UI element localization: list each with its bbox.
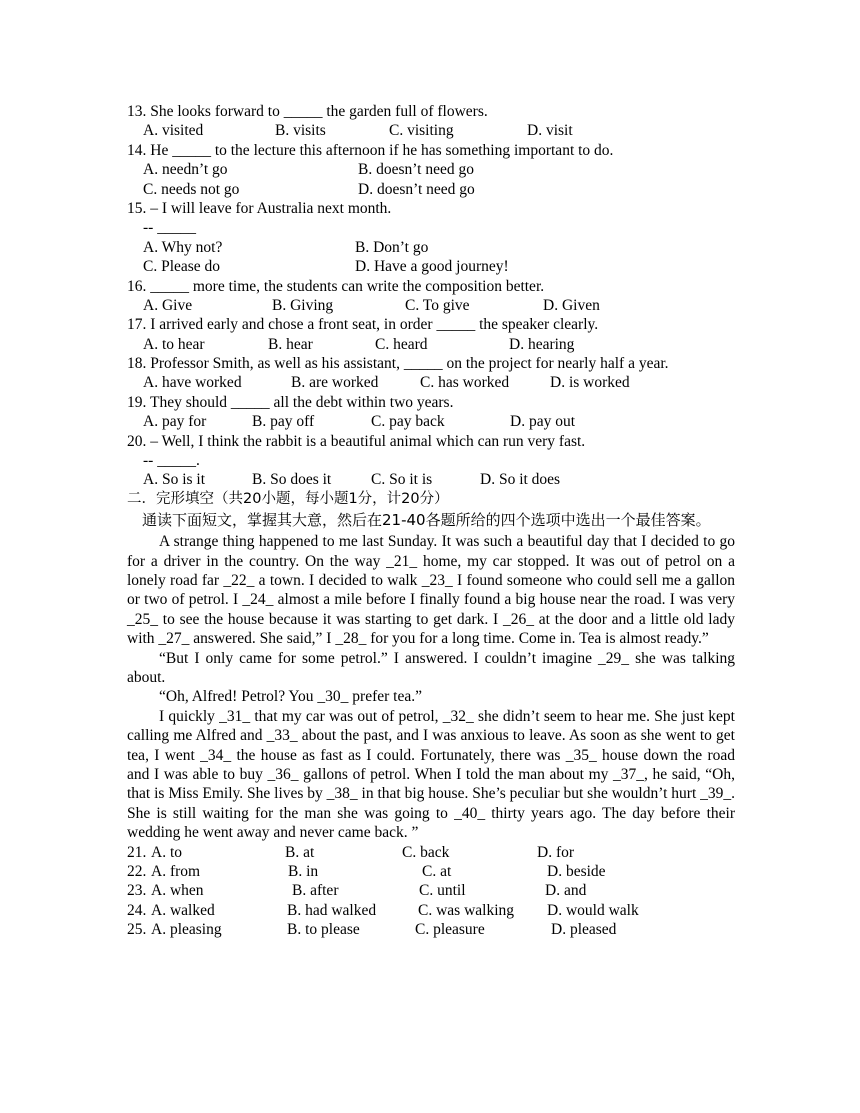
question-19-stem: 19. They should _____ all the debt within two years.	[127, 393, 454, 411]
question-15-stem: 15. – I will leave for Australia next month.	[127, 199, 392, 217]
passage-paragraph-3: “Oh, Alfred! Petrol? You _30_ prefer tea.”	[159, 688, 422, 706]
option-b: B. doesn’t need go	[358, 161, 474, 179]
option-c: C. at	[422, 863, 452, 881]
option-c: C. until	[419, 882, 466, 900]
passage-paragraph-1: A strange thing happened to me last Sunday. It was such a beautiful day that I decided to go for a driver in the country. On the way _21_ home, my car stopped. It was out of petrol on a lonely road far _22_ a town. I decided to walk _23_ I found someone who could sell me a gallon or two of petrol. I _24_ almost a mile before I finally found a big house near the road. I was very _25_ to see the house because it was starting to get dark. I _26_ at the door and a little old lady with _27_ answered. She said,” I _28_ for you for a long time. Come in. Tea is almost ready.”	[127, 533, 735, 648]
question-20-stem: 20. – Well, I think the rabbit is a beautiful animal which can run very fast.	[127, 432, 586, 450]
option-d: D. So it does	[480, 471, 561, 489]
cloze-question-24	[127, 901, 735, 920]
option-c: C. was walking	[418, 901, 515, 919]
question-14-stem: 14. He _____ to the lecture this afternoon if he has something important to do.	[127, 141, 614, 159]
option-b: B. pay off	[252, 413, 315, 431]
option-c: C. visiting	[389, 122, 454, 140]
option-d: D. would walk	[547, 901, 639, 919]
option-d: D. pay out	[510, 413, 576, 431]
option-d: D. beside	[547, 863, 606, 881]
option-a: A. to hear	[143, 335, 205, 353]
option-a: A. have worked	[143, 374, 242, 392]
option-b: B. So does it	[252, 471, 332, 489]
option-d: D. and	[545, 882, 587, 900]
option-c: C. So it is	[371, 471, 433, 489]
option-b: B. visits	[275, 122, 326, 140]
passage-paragraph-2: “But I only came for some petrol.” I answered. I couldn’t imagine _29_ she was talking about.	[127, 649, 735, 687]
question-16-options	[127, 296, 735, 315]
option-a: A. walked	[151, 901, 215, 919]
option-d: D. doesn’t need go	[358, 180, 475, 198]
passage-paragraph-4: I quickly _31_ that my car was out of petrol, _32_ she didn’t seem to hear me. She just kept calling me Alfred and _33_ about the past, and I was anxious to leave. As soon as she went to get tea, I went _34_ the house as fast as I could. Fortunately, there was _35_ house down the road and I was able to buy _36_ gallons of petrol. When I told the man about my _37_, he said, “Oh, that is Miss Emily. She lives by _38_ in that big house. She’s peculiar but she wouldn’t hurt _39_. She is still waiting for the man she was going to _40_ thirty years ago. The day before their wedding he went away and never came back. ”	[127, 707, 735, 842]
question-19-options	[127, 412, 735, 431]
option-a: A. So is it	[143, 471, 206, 489]
option-a: A. Why not?	[143, 238, 223, 256]
option-d: D. visit	[527, 122, 573, 140]
question-number: 23.	[127, 882, 147, 900]
option-b: B. Don’t go	[355, 238, 429, 256]
option-b: B. in	[288, 863, 319, 881]
cloze-question-22	[127, 862, 735, 881]
question-15-reply: -- _____	[143, 219, 196, 237]
option-a: A. Give	[143, 296, 193, 314]
option-c: C. pay back	[371, 413, 445, 431]
question-17-options	[127, 335, 735, 354]
option-b: B. at	[285, 843, 315, 861]
question-number: 21.	[127, 843, 147, 861]
question-15-options-row2	[127, 257, 735, 276]
option-c: C. needs not go	[143, 180, 240, 198]
option-d: D. for	[537, 843, 575, 861]
option-b: B. are worked	[291, 374, 379, 392]
option-b: B. hear	[268, 335, 313, 353]
option-c: C. Please do	[143, 258, 221, 276]
question-20-options	[127, 470, 735, 489]
option-a: A. when	[151, 882, 204, 900]
question-number: 22.	[127, 863, 147, 881]
question-20-reply: -- _____.	[143, 452, 200, 470]
cloze-question-25	[127, 920, 735, 939]
question-14-options-row1	[127, 160, 735, 179]
option-a: A. needn’t go	[143, 161, 228, 179]
question-13-options	[127, 121, 735, 140]
exam-page	[127, 102, 735, 940]
question-13-stem: 13. She looks forward to _____ the garden full of flowers.	[127, 103, 488, 120]
cloze-question-23	[127, 881, 735, 900]
option-d: D. pleased	[551, 921, 617, 939]
option-d: D. is worked	[550, 374, 630, 392]
section-heading: 二．完形填空（共20小题，每小题1分，计20分）	[127, 490, 449, 507]
question-17-stem: 17. I arrived early and chose a front seat, in order _____ the speaker clearly.	[127, 316, 599, 334]
option-b: B. to please	[287, 921, 360, 939]
option-c: C. back	[402, 843, 450, 861]
question-18-options	[127, 373, 735, 392]
option-b: B. Giving	[272, 296, 334, 314]
option-c: C. pleasure	[415, 921, 485, 939]
option-a: A. visited	[143, 122, 204, 140]
question-14-options-row2	[127, 180, 735, 199]
question-18-stem: 18. Professor Smith, as well as his assistant, _____ on the project for nearly half a year.	[127, 355, 669, 373]
section-instruction: 通读下面短文，掌握其大意，然后在21-40各题所给的四个选项中选出一个最佳答案。	[142, 511, 711, 530]
question-number: 24.	[127, 901, 147, 919]
option-b: B. had walked	[287, 901, 377, 919]
option-b: B. after	[292, 882, 339, 900]
option-c: C. To give	[405, 296, 470, 314]
option-d: D. Given	[543, 296, 600, 314]
option-d: D. Have a good journey!	[355, 258, 509, 276]
question-15-options-row1	[127, 238, 735, 257]
option-a: A. to	[151, 843, 182, 861]
option-d: D. hearing	[509, 335, 575, 353]
option-c: C. has worked	[420, 374, 510, 392]
option-a: A. from	[151, 863, 201, 881]
option-a: A. pleasing	[151, 921, 222, 939]
option-c: C. heard	[375, 335, 428, 353]
cloze-question-21	[127, 843, 735, 862]
option-a: A. pay for	[143, 413, 207, 431]
question-16-stem: 16. _____ more time, the students can write the composition better.	[127, 277, 545, 295]
question-number: 25.	[127, 921, 147, 939]
